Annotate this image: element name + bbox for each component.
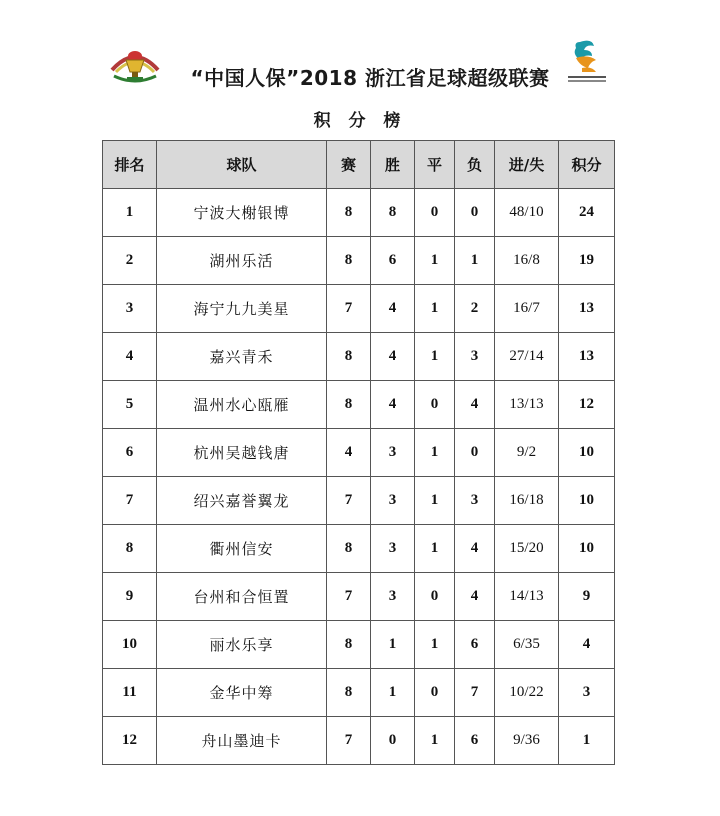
won-cell: 4 — [371, 333, 415, 381]
points-cell: 19 — [559, 237, 615, 285]
points-cell: 13 — [559, 285, 615, 333]
team-cell: 海宁九九美星 — [157, 285, 327, 333]
lost-cell: 4 — [455, 381, 495, 429]
rank-cell: 5 — [103, 381, 157, 429]
team-cell: 丽水乐享 — [157, 621, 327, 669]
points-cell: 13 — [559, 333, 615, 381]
lost-cell: 4 — [455, 525, 495, 573]
goals-cell: 27/14 — [495, 333, 559, 381]
won-cell: 3 — [371, 573, 415, 621]
table-row — [103, 381, 615, 429]
goals-cell: 16/8 — [495, 237, 559, 285]
team-cell: 湖州乐活 — [157, 237, 327, 285]
rank-cell: 7 — [103, 477, 157, 525]
column-header-won: 胜 — [371, 141, 415, 189]
drawn-cell: 0 — [415, 669, 455, 717]
column-header-drawn: 平 — [415, 141, 455, 189]
goals-cell: 15/20 — [495, 525, 559, 573]
lost-cell: 0 — [455, 189, 495, 237]
played-cell: 7 — [327, 477, 371, 525]
team-cell: 嘉兴青禾 — [157, 333, 327, 381]
played-cell: 7 — [327, 717, 371, 765]
points-cell: 3 — [559, 669, 615, 717]
played-cell: 7 — [327, 285, 371, 333]
table-row — [103, 189, 615, 237]
rank-cell: 12 — [103, 717, 157, 765]
won-cell: 1 — [371, 621, 415, 669]
team-cell: 金华中筹 — [157, 669, 327, 717]
points-cell: 24 — [559, 189, 615, 237]
rank-cell: 3 — [103, 285, 157, 333]
header-row — [103, 141, 615, 189]
points-cell: 4 — [559, 621, 615, 669]
table-row — [103, 333, 615, 381]
table-row — [103, 429, 615, 477]
lost-cell: 1 — [455, 237, 495, 285]
drawn-cell: 1 — [415, 621, 455, 669]
points-cell: 10 — [559, 429, 615, 477]
played-cell: 8 — [327, 237, 371, 285]
lost-cell: 2 — [455, 285, 495, 333]
won-cell: 0 — [371, 717, 415, 765]
team-cell: 衢州信安 — [157, 525, 327, 573]
lost-cell: 6 — [455, 717, 495, 765]
drawn-cell: 1 — [415, 477, 455, 525]
rank-cell: 4 — [103, 333, 157, 381]
goals-cell: 9/2 — [495, 429, 559, 477]
played-cell: 8 — [327, 621, 371, 669]
drawn-cell: 0 — [415, 189, 455, 237]
column-header-rank: 排名 — [103, 141, 157, 189]
played-cell: 7 — [327, 573, 371, 621]
goals-cell: 16/7 — [495, 285, 559, 333]
drawn-cell: 0 — [415, 381, 455, 429]
rank-cell: 11 — [103, 669, 157, 717]
drawn-cell: 1 — [415, 717, 455, 765]
lost-cell: 3 — [455, 477, 495, 525]
goals-cell: 48/10 — [495, 189, 559, 237]
team-cell: 温州水心瓯雁 — [157, 381, 327, 429]
column-header-played: 赛 — [327, 141, 371, 189]
points-cell: 10 — [559, 477, 615, 525]
team-cell: 宁波大榭银博 — [157, 189, 327, 237]
won-cell: 4 — [371, 381, 415, 429]
rank-cell: 10 — [103, 621, 157, 669]
rank-cell: 9 — [103, 573, 157, 621]
team-cell: 杭州吴越钱唐 — [157, 429, 327, 477]
lost-cell: 4 — [455, 573, 495, 621]
won-cell: 1 — [371, 669, 415, 717]
page-subtitle: 积 分 榜 — [313, 111, 407, 131]
table-row — [103, 525, 615, 573]
column-header-points: 积分 — [559, 141, 615, 189]
goals-cell: 10/22 — [495, 669, 559, 717]
table-row — [103, 477, 615, 525]
lost-cell: 0 — [455, 429, 495, 477]
drawn-cell: 1 — [415, 333, 455, 381]
drawn-cell: 1 — [415, 285, 455, 333]
page-title: “中国人保”2018 浙江省足球超级联赛 — [190, 66, 550, 90]
team-cell: 舟山墨迪卡 — [157, 717, 327, 765]
table-row — [103, 621, 615, 669]
won-cell: 4 — [371, 285, 415, 333]
lost-cell: 6 — [455, 621, 495, 669]
table-row — [103, 669, 615, 717]
won-cell: 3 — [371, 525, 415, 573]
column-header-team: 球队 — [157, 141, 327, 189]
played-cell: 8 — [327, 333, 371, 381]
won-cell: 6 — [371, 237, 415, 285]
table-row — [103, 573, 615, 621]
table-row — [103, 237, 615, 285]
points-cell: 1 — [559, 717, 615, 765]
won-cell: 3 — [371, 429, 415, 477]
team-cell: 绍兴嘉誉翼龙 — [157, 477, 327, 525]
drawn-cell: 0 — [415, 573, 455, 621]
rank-cell: 6 — [103, 429, 157, 477]
goals-cell: 14/13 — [495, 573, 559, 621]
won-cell: 3 — [371, 477, 415, 525]
team-cell: 台州和合恒置 — [157, 573, 327, 621]
played-cell: 8 — [327, 381, 371, 429]
drawn-cell: 1 — [415, 237, 455, 285]
points-cell: 12 — [559, 381, 615, 429]
points-cell: 10 — [559, 525, 615, 573]
column-header-lost: 负 — [455, 141, 495, 189]
rank-cell: 8 — [103, 525, 157, 573]
table-row — [103, 285, 615, 333]
rank-cell: 1 — [103, 189, 157, 237]
table-row — [103, 717, 615, 765]
won-cell: 8 — [371, 189, 415, 237]
lost-cell: 3 — [455, 333, 495, 381]
played-cell: 8 — [327, 189, 371, 237]
standings-table — [102, 140, 615, 765]
goals-cell: 6/35 — [495, 621, 559, 669]
played-cell: 8 — [327, 525, 371, 573]
rank-cell: 2 — [103, 237, 157, 285]
played-cell: 8 — [327, 669, 371, 717]
goals-cell: 13/13 — [495, 381, 559, 429]
drawn-cell: 1 — [415, 525, 455, 573]
points-cell: 9 — [559, 573, 615, 621]
goals-cell: 16/18 — [495, 477, 559, 525]
drawn-cell: 1 — [415, 429, 455, 477]
played-cell: 4 — [327, 429, 371, 477]
goals-cell: 9/36 — [495, 717, 559, 765]
column-header-goals: 进/失 — [495, 141, 559, 189]
lost-cell: 7 — [455, 669, 495, 717]
